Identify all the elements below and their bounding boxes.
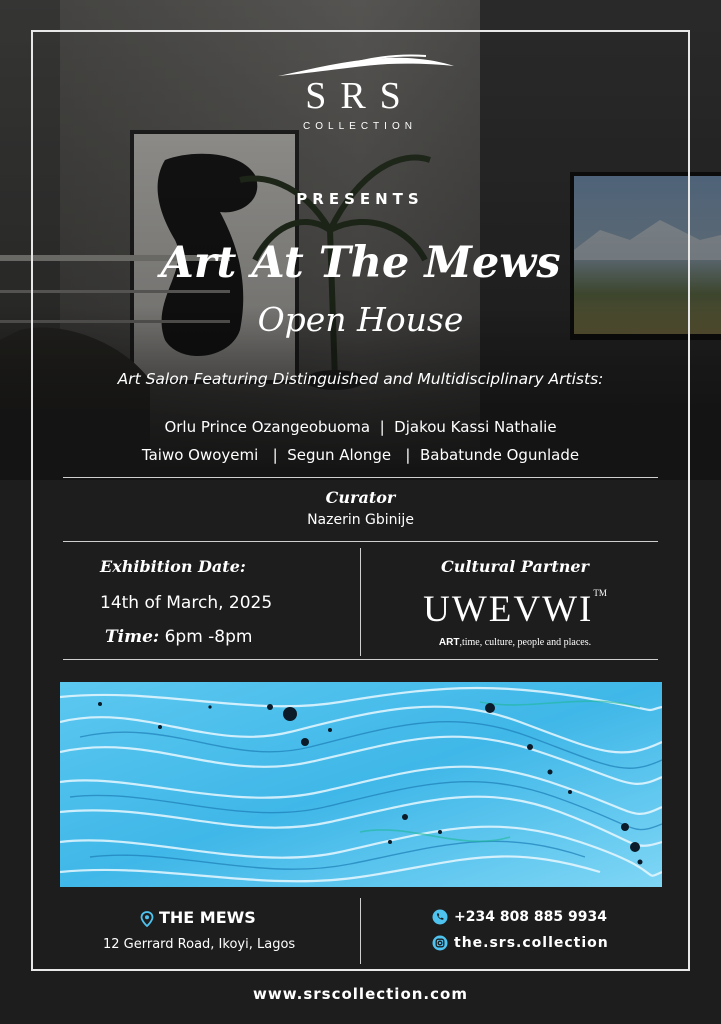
brand-subtitle: COLLECTION (303, 121, 417, 132)
curator-name: Nazerin Gbinije (307, 512, 414, 528)
brand-name: SRS (305, 75, 415, 117)
artists-line-1: Orlu Prince Ozangeobuoma | Djakou Kassi Nathalie (164, 418, 557, 436)
partner-logo-text: UWEVWI (423, 589, 594, 630)
phone-icon (432, 909, 448, 925)
divider-top (63, 477, 658, 478)
time-label: Time: (105, 627, 160, 647)
instagram-icon (432, 935, 448, 951)
location-pin-icon (140, 911, 154, 927)
event-subtitle: Open House (257, 300, 464, 339)
event-tagline: Art Salon Featuring Distinguished and Multidisciplinary Artists: (117, 370, 604, 388)
phone-number: +234 808 885 9934 (454, 909, 607, 925)
partner-tagline-text: ,time, culture, people and places. (459, 637, 592, 648)
phone-block[interactable] (432, 909, 652, 925)
divider-middle (63, 541, 658, 542)
artists-line-2: Taiwo Owoyemi | Segun Alonge | Babatunde Ogunlade (141, 446, 580, 464)
exhibition-date: 14th of March, 2025 (100, 593, 273, 613)
curator-label: Curator (325, 488, 396, 507)
presents-label: PRESENTS (296, 190, 424, 208)
partner-logo (380, 588, 650, 631)
location-address: 12 Gerrard Road, Ikoyi, Lagos (103, 937, 296, 952)
website-link[interactable]: www.srscollection.com (253, 985, 468, 1003)
location-name: THE MEWS (159, 908, 256, 927)
cultural-partner-label: Cultural Partner (441, 557, 589, 576)
exhibition-time (105, 627, 345, 647)
divider-vertical-info (360, 548, 361, 656)
divider-bottom (63, 659, 658, 660)
instagram-block[interactable] (432, 935, 652, 951)
instagram-handle: the.srs.collection (454, 935, 609, 951)
artists-list (60, 413, 661, 469)
exhibition-date-label: Exhibition Date: (100, 557, 246, 576)
fluid-art-image (60, 682, 662, 887)
partner-tagline-bold: ART (438, 637, 460, 648)
time-value: 6pm -8pm (164, 627, 253, 647)
partner-tagline (380, 637, 650, 648)
divider-vertical-contact (360, 898, 361, 964)
event-title: Art At The Mews (160, 238, 561, 288)
location-block (140, 908, 340, 927)
trademark: TM (593, 588, 607, 598)
